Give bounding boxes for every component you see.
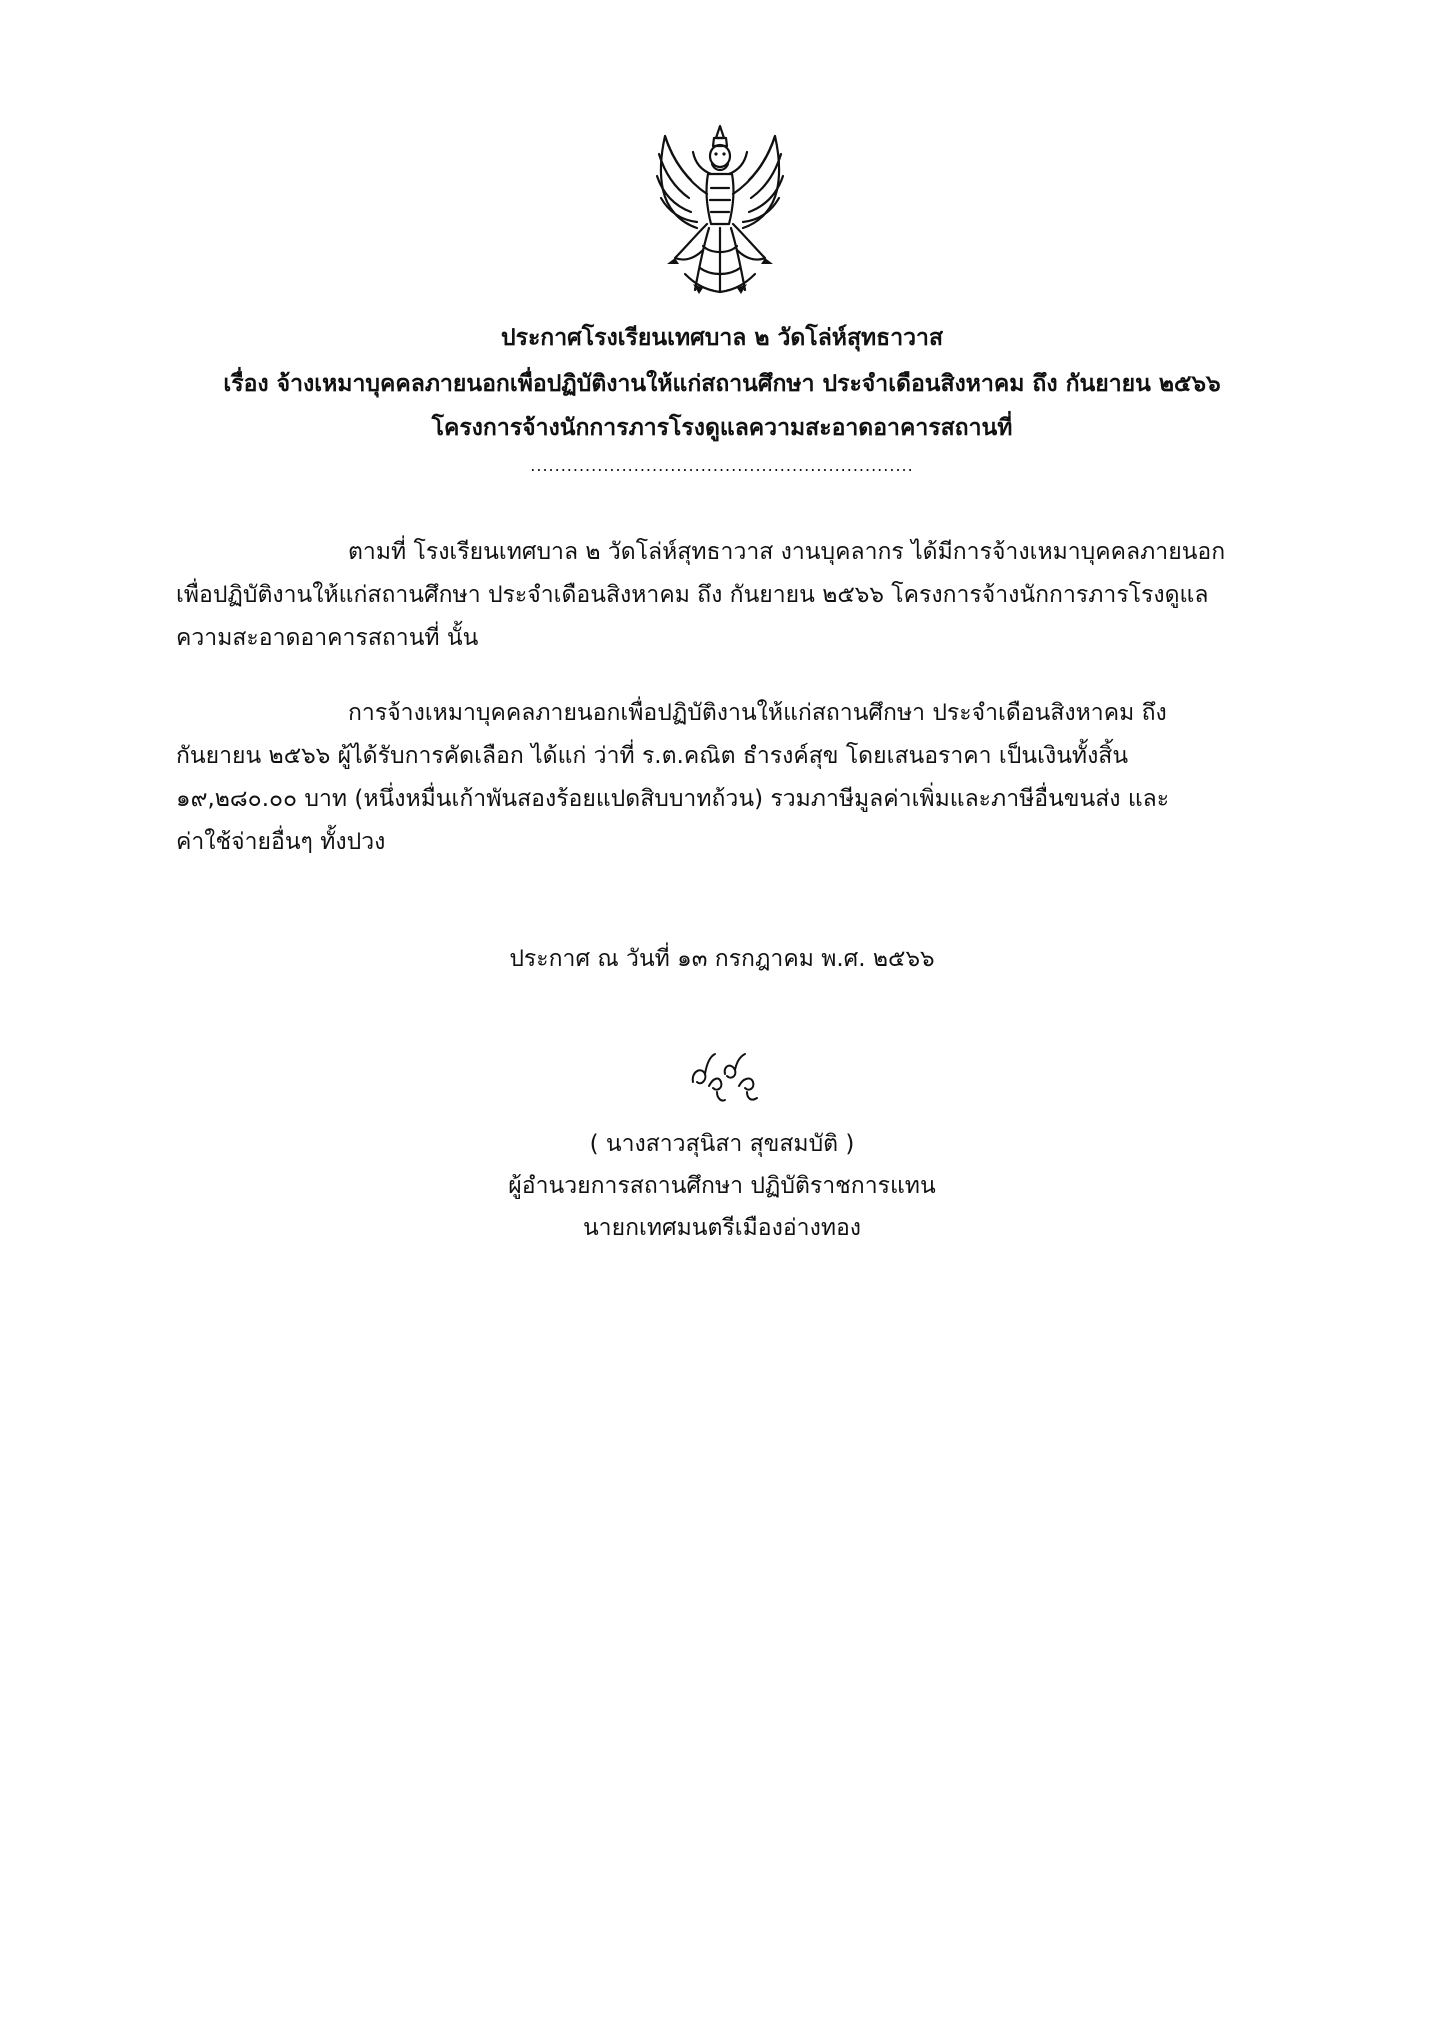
- signatory-position: ผู้อำนวยการสถานศึกษา ปฏิบัติราชการแทน: [508, 1173, 936, 1199]
- dotted-separator: ...............................................................: [530, 456, 914, 475]
- signatory-organization: นายกเทศมนตรีเมืองอ่างทอง: [582, 1215, 862, 1241]
- announcement-project: โครงการจ้างนักการภารโรงดูแลความสะอาดอาคารสถานที่: [431, 415, 1013, 441]
- paragraph-line: เพื่อปฏิบัติงานให้แก่สถานศึกษา ประจำเดือนสิงหาคม ถึง กันยายน ๒๕๖๖ โครงการจ้างนักการภารโรงดูแล: [176, 582, 1209, 608]
- garuda-emblem-icon: [645, 124, 795, 296]
- handwritten-signature-icon: [687, 1052, 767, 1104]
- paragraph-line: การจ้างเหมาบุคคลภายนอกเพื่อปฏิบัติงานให้แก่สถานศึกษา ประจำเดือนสิงหาคม ถึง: [348, 700, 1167, 726]
- paragraph-line: กันยายน ๒๕๖๖ ผู้ได้รับการคัดเลือก ได้แก่ ว่าที่ ร.ต.คณิต ธำรงค์สุข โดยเสนอราคา เป็นเงินทั้งสิ้น: [176, 743, 1129, 769]
- paragraph-line: ความสะอาดอาคารสถานที่ นั้น: [176, 625, 479, 651]
- paragraph-line: ๑๙,๒๘๐.๐๐ บาท (หนึ่งหมื่นเก้าพันสองร้อยแปดสิบบาทถ้วน) รวมภาษีมูลค่าเพิ่มและภาษีอื่นขนส่ง และ: [176, 786, 1170, 812]
- paragraph-line: ค่าใช้จ่ายอื่นๆ ทั้งปวง: [176, 829, 386, 855]
- announcement-title: ประกาศโรงเรียนเทศบาล ๒ วัดโล่ห์สุทธาวาส: [501, 325, 943, 351]
- announcement-subject: เรื่อง จ้างเหมาบุคคลภายนอกเพื่อปฏิบัติงานให้แก่สถานศึกษา ประจำเดือนสิงหาคม ถึง กันยายน ๒๕๖๖: [223, 371, 1221, 397]
- signatory-name: ( นางสาวสุนิสา สุขสมบัติ ): [589, 1131, 855, 1157]
- announcement-date: ประกาศ ณ วันที่ ๑๓ กรกฎาคม พ.ศ. ๒๕๖๖: [509, 946, 935, 972]
- body-paragraph-1: [176, 531, 1271, 660]
- paragraph-line: ตามที่ โรงเรียนเทศบาล ๒ วัดโล่ห์สุทธาวาส งานบุคลากร ได้มีการจ้างเหมาบุคคลภายนอก: [348, 539, 1226, 565]
- body-paragraph-2: [176, 692, 1271, 864]
